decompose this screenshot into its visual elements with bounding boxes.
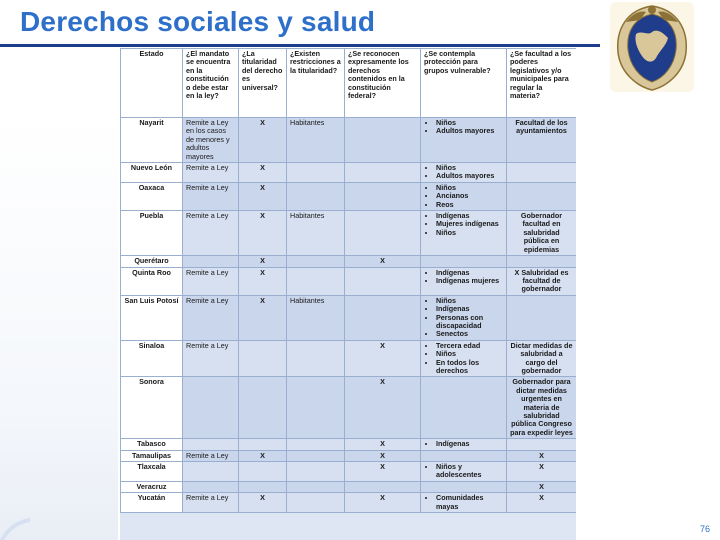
cell-facultad — [507, 439, 577, 450]
list-item: • Tercera edad — [436, 342, 503, 350]
cell-facultad — [507, 163, 577, 183]
cell-universal: X — [239, 295, 287, 340]
table-row — [121, 211, 577, 256]
column-header: ¿Se facultad a los poderes legislativos y/o municipales para regular la materia? — [507, 49, 577, 118]
cell-reconocen: X — [345, 493, 421, 513]
cell-reconocen: X — [345, 340, 421, 377]
cell-mandato — [183, 256, 239, 267]
cell-restricciones — [287, 163, 345, 183]
cell-mandato — [183, 377, 239, 439]
table-row — [121, 462, 577, 482]
cell-reconocen — [345, 267, 421, 295]
column-header: ¿Existen restricciones a la titularidad? — [287, 49, 345, 118]
vulnerable-groups-list — [424, 212, 503, 237]
list-item: • Adultos mayores — [436, 127, 503, 135]
cell-facultad: X Salubridad es facultad de gobernador — [507, 267, 577, 295]
cell-estado: Puebla — [121, 211, 183, 256]
cell-grupos — [421, 481, 507, 492]
list-item: • Niños — [436, 297, 503, 305]
cell-restricciones — [287, 462, 345, 482]
table-row — [121, 182, 577, 210]
cell-mandato: Remite a Ley — [183, 450, 239, 461]
cell-universal: X — [239, 493, 287, 513]
cell-grupos — [421, 340, 507, 377]
vulnerable-groups-list — [424, 184, 503, 209]
cell-facultad: Gobernador facultad en salubridad pública en epidemias — [507, 211, 577, 256]
cell-facultad: Dictar medidas de salubridad a cargo del gobernador — [507, 340, 577, 377]
rights-table — [120, 48, 576, 513]
cell-grupos — [421, 163, 507, 183]
list-item: • Senectos — [436, 330, 503, 338]
cell-reconocen: X — [345, 256, 421, 267]
table-row — [121, 481, 577, 492]
cell-universal — [239, 377, 287, 439]
cell-reconocen: X — [345, 462, 421, 482]
cell-facultad — [507, 256, 577, 267]
page-number: 76 — [700, 524, 711, 534]
table-row — [121, 493, 577, 513]
list-item: • Indígenas mujeres — [436, 277, 503, 285]
column-header: ¿Se contempla protección para grupos vulnerable? — [421, 49, 507, 118]
table-row — [121, 439, 577, 450]
cell-reconocen — [345, 295, 421, 340]
cell-estado: Quinta Roo — [121, 267, 183, 295]
cell-restricciones: Habitantes — [287, 211, 345, 256]
vulnerable-groups-list — [424, 269, 503, 286]
cell-reconocen: X — [345, 450, 421, 461]
list-item: • Personas con discapacidad — [436, 314, 503, 331]
cell-facultad: Gobernador para dictar medidas urgentes en materia de salubridad pública Congreso para expedir leyes — [507, 377, 577, 439]
cell-grupos — [421, 118, 507, 163]
cell-restricciones — [287, 267, 345, 295]
vulnerable-groups-list — [424, 297, 503, 339]
cell-restricciones — [287, 450, 345, 461]
list-item: • Adultos mayores — [436, 172, 503, 180]
cell-estado: Tabasco — [121, 439, 183, 450]
cell-estado: Querétaro — [121, 256, 183, 267]
cell-universal — [239, 439, 287, 450]
column-header: ¿Se reconocen expresamente los derechos contenidos en la constitución federal? — [345, 49, 421, 118]
cell-universal: X — [239, 267, 287, 295]
list-item: • Niños y adolescentes — [436, 463, 503, 480]
cell-reconocen: X — [345, 439, 421, 450]
cell-restricciones — [287, 481, 345, 492]
cell-universal: X — [239, 182, 287, 210]
vulnerable-groups-list — [424, 494, 503, 511]
cell-mandato: Remite a Ley — [183, 493, 239, 513]
table-row — [121, 377, 577, 439]
cell-mandato: Remite a Ley — [183, 163, 239, 183]
cell-grupos — [421, 267, 507, 295]
table-row — [121, 118, 577, 163]
list-item: • Ancianos — [436, 192, 503, 200]
cell-grupos — [421, 256, 507, 267]
cell-grupos — [421, 182, 507, 210]
cell-grupos — [421, 377, 507, 439]
vulnerable-groups-list — [424, 440, 503, 448]
cell-facultad: Facultad de los ayuntamientos — [507, 118, 577, 163]
cell-grupos — [421, 493, 507, 513]
cell-reconocen — [345, 118, 421, 163]
table-row — [121, 295, 577, 340]
list-item: • Mujeres indígenas — [436, 220, 503, 228]
list-item: • En todos los derechos — [436, 359, 503, 376]
cell-reconocen — [345, 481, 421, 492]
vulnerable-groups-list — [424, 342, 503, 376]
cell-mandato — [183, 439, 239, 450]
table-header-row — [121, 49, 577, 118]
cell-mandato — [183, 481, 239, 492]
cell-universal — [239, 462, 287, 482]
cell-universal: X — [239, 256, 287, 267]
list-item: • Niños — [436, 164, 503, 172]
vulnerable-groups-list — [424, 463, 503, 480]
cell-restricciones — [287, 439, 345, 450]
rights-table-container — [120, 48, 576, 540]
cell-facultad: X — [507, 493, 577, 513]
cell-mandato: Remite a Ley — [183, 267, 239, 295]
cell-estado: Tamaulipas — [121, 450, 183, 461]
left-decorative-fade — [0, 110, 118, 540]
cell-facultad — [507, 295, 577, 340]
cell-grupos — [421, 439, 507, 450]
cell-restricciones — [287, 340, 345, 377]
university-seal-logo — [606, 0, 698, 94]
cell-universal: X — [239, 450, 287, 461]
list-item: • Niños — [436, 184, 503, 192]
cell-estado: Sonora — [121, 377, 183, 439]
list-item: • Niños — [436, 229, 503, 237]
cell-universal: X — [239, 118, 287, 163]
cell-reconocen — [345, 163, 421, 183]
cell-grupos — [421, 450, 507, 461]
vulnerable-groups-list — [424, 164, 503, 181]
table-row — [121, 163, 577, 183]
cell-estado: Yucatán — [121, 493, 183, 513]
cell-universal: X — [239, 211, 287, 256]
cell-universal — [239, 481, 287, 492]
cell-mandato: Remite a Ley — [183, 182, 239, 210]
cell-mandato: Remite a Ley — [183, 295, 239, 340]
cell-grupos — [421, 462, 507, 482]
cell-universal: X — [239, 163, 287, 183]
cell-estado: Nuevo León — [121, 163, 183, 183]
cell-estado: Oaxaca — [121, 182, 183, 210]
cell-estado: San Luis Potosí — [121, 295, 183, 340]
cell-restricciones — [287, 182, 345, 210]
cell-estado: Sinaloa — [121, 340, 183, 377]
list-item: • Reos — [436, 201, 503, 209]
cell-reconocen — [345, 211, 421, 256]
cell-facultad: X — [507, 462, 577, 482]
cell-facultad — [507, 182, 577, 210]
corner-swoosh-decoration — [0, 512, 30, 540]
column-header: ¿El mandato se encuentra en la constitución o debe estar en la ley? — [183, 49, 239, 118]
cell-mandato — [183, 462, 239, 482]
cell-restricciones — [287, 493, 345, 513]
list-item: • Comunidades mayas — [436, 494, 503, 511]
cell-grupos — [421, 211, 507, 256]
cell-reconocen — [345, 182, 421, 210]
list-item: • Niños — [436, 350, 503, 358]
cell-restricciones: Habitantes — [287, 295, 345, 340]
header-rule — [0, 44, 600, 47]
table-row — [121, 256, 577, 267]
cell-facultad: X — [507, 450, 577, 461]
cell-reconocen: X — [345, 377, 421, 439]
cell-restricciones: Habitantes — [287, 118, 345, 163]
list-item: • Niños — [436, 119, 503, 127]
column-header: ¿La titularidad del derecho es universal? — [239, 49, 287, 118]
column-header: Estado — [121, 49, 183, 118]
cell-mandato: Remite a Ley en los casos de menores y adultos mayores — [183, 118, 239, 163]
table-row — [121, 267, 577, 295]
page-title: Derechos sociales y salud — [20, 6, 376, 37]
cell-grupos — [421, 295, 507, 340]
table-row — [121, 450, 577, 461]
cell-restricciones — [287, 256, 345, 267]
list-item: • Indígenas — [436, 440, 503, 448]
list-item: • Indígenas — [436, 269, 503, 277]
cell-mandato: Remite a Ley — [183, 211, 239, 256]
list-item: • Indígenas — [436, 305, 503, 313]
cell-estado: Veracruz — [121, 481, 183, 492]
cell-facultad: X — [507, 481, 577, 492]
cell-estado: Tlaxcala — [121, 462, 183, 482]
cell-restricciones — [287, 377, 345, 439]
list-item: • Indígenas — [436, 212, 503, 220]
cell-mandato: Remite a Ley — [183, 340, 239, 377]
table-row — [121, 340, 577, 377]
vulnerable-groups-list — [424, 119, 503, 136]
cell-universal — [239, 340, 287, 377]
cell-estado: Nayarit — [121, 118, 183, 163]
